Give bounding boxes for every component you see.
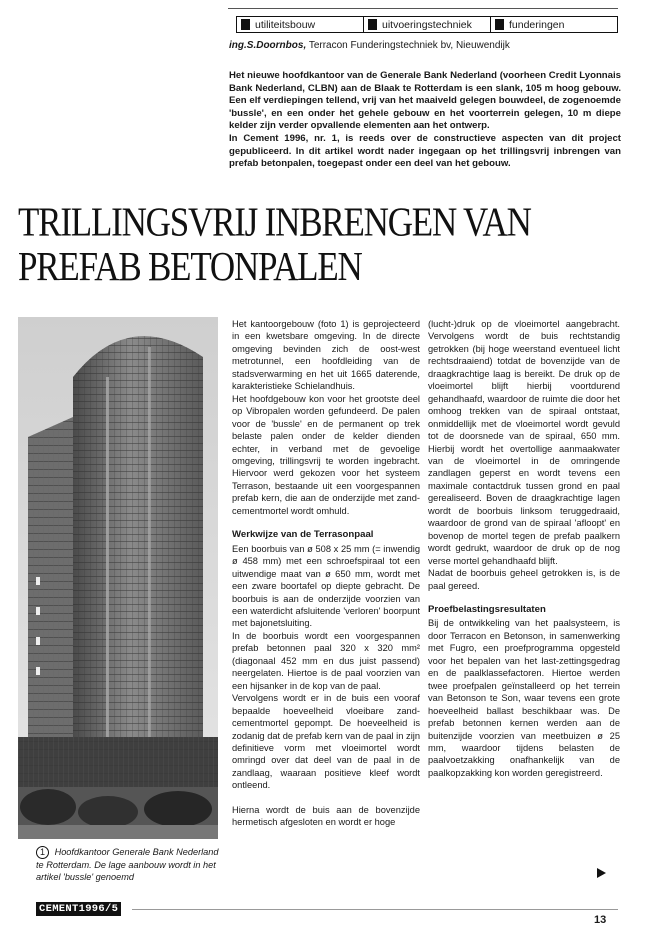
- body-paragraph: Het kantoorgebouw (foto 1) is geprojecteerd in een kwetsbare omgeving. In de directe omgeving bevinden zich de oost-west metrotunnel, een hoofdleiding van de stadsverwarming en het uit 1665 daterende, karakteristieke Schielandhuis.: [232, 319, 420, 392]
- category-marker: [241, 19, 250, 30]
- article-headline: [18, 200, 618, 290]
- footer-rule: [132, 909, 618, 910]
- body-paragraph: Nadat de boorbuis geheel getrokken is, is de paal gereed.: [428, 568, 620, 591]
- body-paragraph: Het hoofdgebouw kon voor het grootste deel op Vibropalen worden gefundeerd. De palen voor de 'bussle' en de permanent op trek belaste palen onder de kelder dienden echter, in verband met de gevoelige omgeving, trillingsvrij te worden ingebracht. Hiervoor werd gekozen voor het systeem Terrason, bestaande uit een voorgespannen prefab kern, die aan de onderzijde met zand-cementmortel wordt omhuld.: [232, 393, 420, 516]
- headline-line: TRILLINGSVRIJ INBRENGEN VAN: [18, 198, 531, 245]
- section-heading: Werkwijze van de Terrasonpaal: [232, 529, 374, 541]
- author-affiliation: Terracon Funderingstechniek bv, Nieuwendijk: [308, 40, 510, 51]
- building-illustration: [18, 317, 218, 839]
- lead-text: Het nieuwe hoofdkantoor van de Generale Bank Nederland (voorheen Credit Lyonnais Bank Nederland, CLBN) aan de Blaak te Rotterdam is een slank, 105 m hoog gebouw. Een elf verdiepingen tellend, vrij van het maaiveld gelegen bouwdeel, de zogenoemde 'bussle', en een onder het gehele gebouw en het voorterrein gelegen, 10 m diepe kelder zijn verder opvallende elementen aan het ontwerp.: [229, 70, 621, 132]
- lead-paragraph: [229, 70, 621, 171]
- author-line: [229, 40, 510, 51]
- category-utiliteitsbouw: [237, 17, 364, 32]
- body-paragraph: Hierna wordt de buis aan de bovenzijde hermetisch afgesloten en wordt er hoge: [232, 804, 420, 828]
- body-paragraph: Vervolgens wordt er in de buis een vooraf bepaalde hoeveelheid vloeibare zand-cementmortel gepompt. De hoeveelheid is zodanig dat de prefab kern van de paal in zijn definitieve vorm met vloeimortel wordt omringd over dat deel van de paal in de zandlaag, waaraan positieve kleef wordt ontleend.: [232, 693, 420, 791]
- body-column-1: [232, 318, 420, 829]
- body-paragraph: (lucht-)druk op de vloeimortel aangebracht. Vervolgens wordt de buis rechtstandig getrokken (bij hoge weerstand eventueel licht rechtsdraaiend) totdat de bovenzijde van de draagkrachtige laag is bereikt. De druk op de vloeimortel blijft hierbij voortdurend gehandhaafd, waardoor de ruimte die door het omhoog trekken van de spiraal ontstaat, onmiddellijk met de vloeimortel wordt gevuld tot de doorsnede van de spiraal, 650 mm. Hierbij wordt het overtollige aanmaakwater van de vloeimortel in de omringende zandlagen geperst en wordt tevens een maximale contactdruk tussen grond en paal gerealiseerd. Boven de draagkrachtige lagen wordt de boorbuis linksom teruggedraaid, waardoor de grond van de spiraal 'afloopt' en bovenop de mortel tegen de prefab paalkern wordt gedrukt, waardoor de druk op de nog verse mortel gehandhaafd blijft.: [428, 319, 620, 566]
- lead-text: In Cement 1996, nr. 1, is reeds over de constructieve aspecten van dit project gepubliceerd. In dit artikel wordt nader ingegaan op het trillingsvrij inbrengen van prefab betonpalen, toegepast onder een deel van het gebouw.: [229, 132, 621, 170]
- building-photo: [18, 317, 218, 839]
- category-funderingen: [491, 17, 617, 32]
- caption-text: Hoofdkantoor Generale Bank Nederland te Rotterdam. De lage aanbouw wordt in het artikel 'bussle' genoemd: [36, 847, 219, 882]
- continue-arrow-icon: [597, 868, 606, 878]
- category-bar: [236, 16, 618, 33]
- caption-number: 1: [36, 846, 49, 859]
- magazine-issue: CEMENT1996/5: [36, 902, 121, 916]
- page-number: 13: [594, 914, 607, 926]
- top-rule: [228, 8, 618, 9]
- headline-line: PREFAB BETONPALEN: [18, 243, 362, 290]
- category-uitvoeringstechniek: [364, 17, 491, 32]
- section-heading: Proefbelastingsresultaten: [428, 603, 546, 615]
- body-paragraph: Een boorbuis van ø 508 x 25 mm (= inwendig ø 458 mm) met een schroefspiraal tot een uitwendige maat van ø 650 mm, wordt met een zware boortafel op diepte gebracht. De boorbuis is aan de onderzijde voorzien van een waterdicht afsluitende 'verloren' boorpunt met bajonetsluiting.: [232, 543, 420, 629]
- category-marker: [368, 19, 377, 30]
- body-paragraph: In de boorbuis wordt een voorgespannen prefab betonnen paal 320 x 320 mm² (diagonaal 452 mm en dus juist passend) neergelaten. Hiertoe is de paal voorzien van een hijsanker in de kop van de paal.: [232, 630, 420, 691]
- body-paragraph: Bij de ontwikkeling van het paalsysteem, is door Terracon en Betonson, in samenwerking met Fugro, een proefprogramma opgesteld voor het bepalen van het last-zettingsgedrag en de paalklassefactoren. Hiertoe werden twee proefpalen geïnstalleerd op het terrein van Betonson te Son, waar tevens een grote hoeveelheid ballast beschikbaar was. De prefab betonnen kernen werden aan de buitenzijde voorzien van meetbuizen ø 25 mm, waardoor tijdens belasten de paalvoetzakking onafhankelijk van de paalkopzakking kon worden geregistreerd.: [428, 618, 620, 778]
- category-label: utiliteitsbouw: [255, 18, 316, 31]
- author-name: ing.S.Doornbos,: [229, 40, 307, 51]
- category-label: uitvoeringstechniek: [382, 18, 472, 31]
- body-column-2: [428, 318, 620, 779]
- category-marker: [495, 19, 504, 30]
- category-label: funderingen: [509, 18, 565, 31]
- photo-caption: [36, 846, 222, 883]
